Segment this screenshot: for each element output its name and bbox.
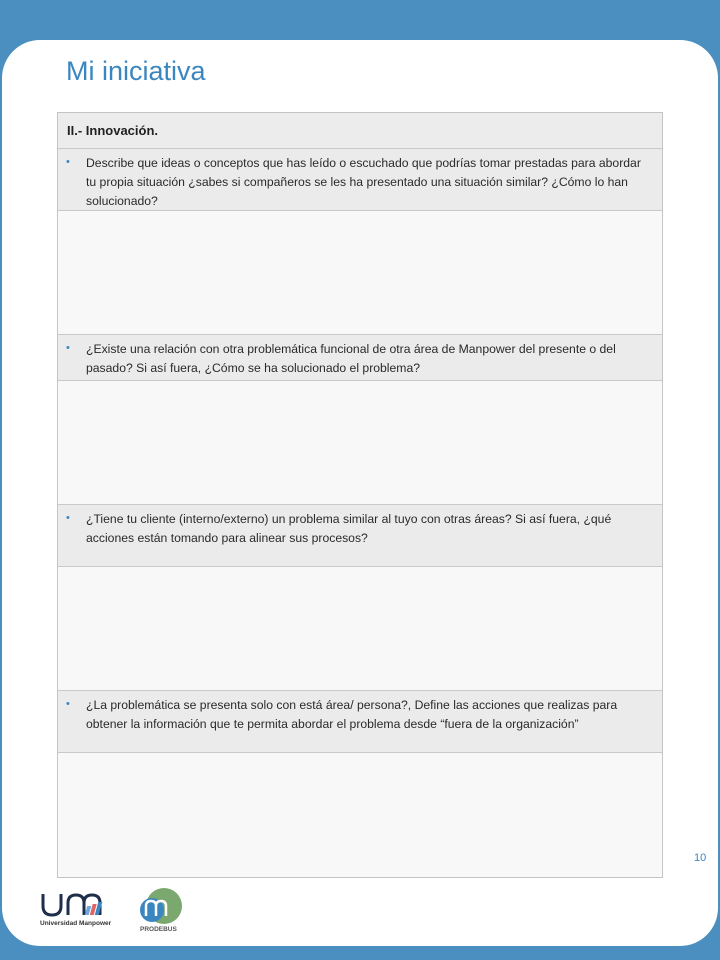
question-text: ¿La problemática se presenta solo con está área/ persona?, Define las acciones que realizas para obtener la información que te permita abordar el problema desde “fuera de la organización” bbox=[86, 698, 618, 731]
answer-area-1[interactable] bbox=[58, 211, 662, 335]
question-row-4 bbox=[58, 691, 662, 753]
universidad-manpower-caption: Universidad Manpower bbox=[40, 920, 112, 927]
question-row-3 bbox=[58, 505, 662, 567]
answer-area-3[interactable] bbox=[58, 567, 662, 691]
answer-area-4[interactable] bbox=[58, 753, 662, 877]
prodebus-caption: PRODEBUS bbox=[140, 926, 177, 933]
question-text: ¿Existe una relación con otra problemática funcional de otra área de Manpower del presente o del pasado? Si así fuera, ¿Cómo se ha solucionado el problema? bbox=[86, 342, 616, 375]
page-number: 10 bbox=[694, 852, 707, 864]
bullet-icon: • bbox=[66, 512, 70, 524]
question-row-1 bbox=[58, 149, 662, 211]
question-text: ¿Tiene tu cliente (interno/externo) un problema similar al tuyo con otras áreas? Si así fuera, ¿qué acciones están tomando para alinear sus procesos? bbox=[86, 512, 612, 545]
question-text: Describe que ideas o conceptos que has leído o escuchado que podrías tomar prestadas para abordar tu propia situación ¿sabes si compañeros se les ha presentado una situación similar? ¿Cómo lo han solucionado? bbox=[86, 156, 641, 208]
prodebus-logo bbox=[134, 886, 188, 926]
section-header: II.- Innovación. bbox=[58, 113, 662, 149]
innovation-form bbox=[57, 112, 663, 878]
answer-area-2[interactable] bbox=[58, 381, 662, 505]
page-title: Mi iniciativa bbox=[66, 56, 206, 86]
question-row-2 bbox=[58, 335, 662, 381]
bullet-icon: • bbox=[66, 342, 70, 354]
bullet-icon: • bbox=[66, 156, 70, 168]
bullet-icon: • bbox=[66, 698, 70, 710]
